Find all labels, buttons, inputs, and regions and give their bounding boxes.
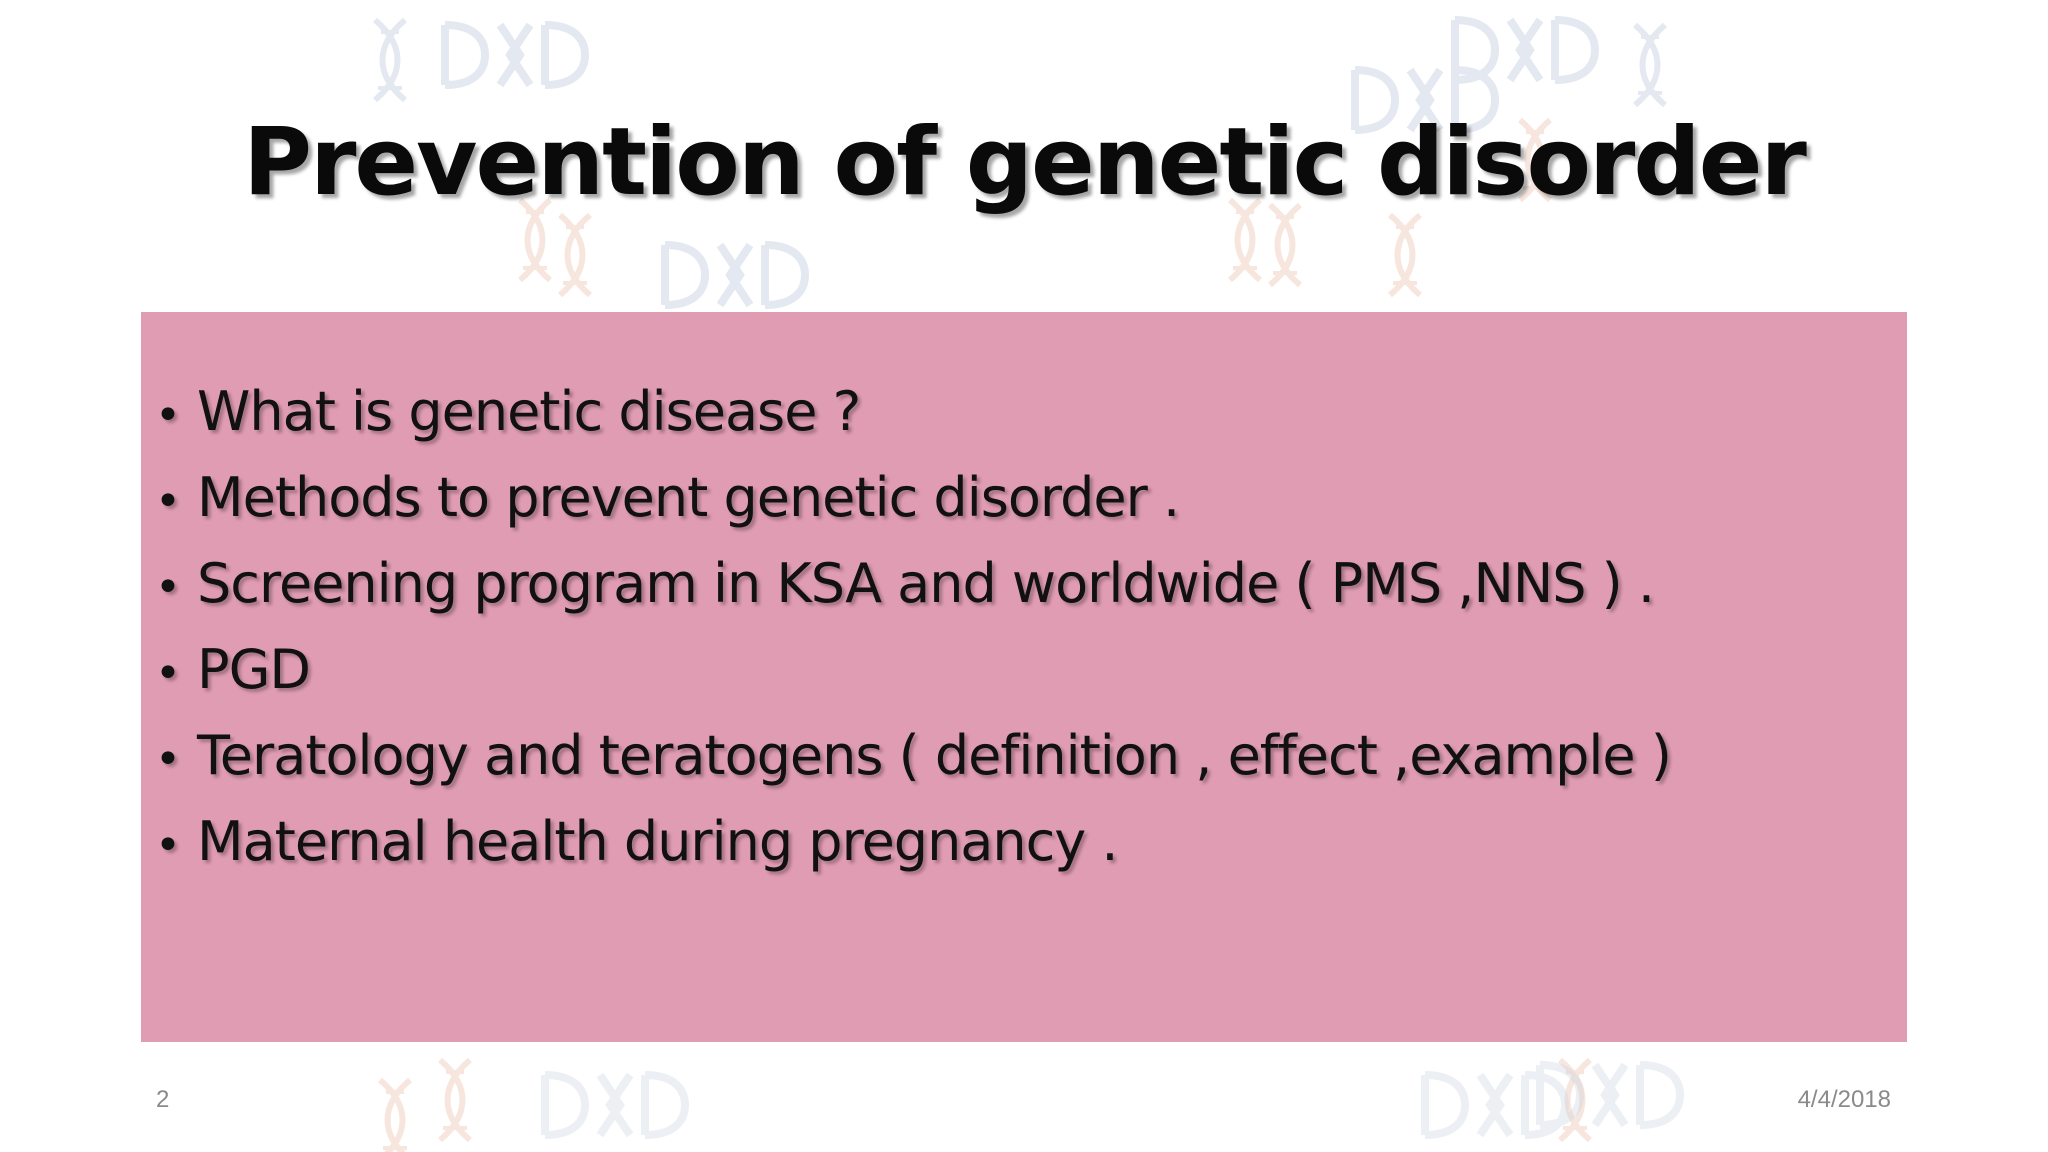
bullet-text: PGD xyxy=(197,638,310,701)
bullet-text: Screening program in KSA and worldwide ( PMS ,NNS ) . xyxy=(197,552,1655,615)
slide-number: 2 xyxy=(156,1086,170,1113)
bullet-text: Methods to prevent genetic disorder . xyxy=(197,466,1180,529)
bullet-item xyxy=(155,724,1895,810)
bullet-icon: • xyxy=(155,820,180,871)
bullet-icon: • xyxy=(155,648,180,699)
bullet-item xyxy=(155,466,1895,552)
bullet-item xyxy=(155,552,1895,638)
bullet-icon: • xyxy=(155,734,180,785)
slide-title: Prevention of genetic disorder xyxy=(243,108,1805,217)
bullet-icon: • xyxy=(155,476,180,527)
bullet-item xyxy=(155,638,1895,724)
bullet-text: Maternal health during pregnancy . xyxy=(197,810,1118,873)
bullet-text: Teratology and teratogens ( definition , effect ,example ) xyxy=(197,724,1671,787)
bullet-list xyxy=(155,380,1895,896)
bullet-icon: • xyxy=(155,562,180,613)
bullet-item xyxy=(155,380,1895,466)
bullet-icon: • xyxy=(155,390,180,441)
content-box xyxy=(141,312,1907,1042)
slide-date: 4/4/2018 xyxy=(1797,1086,1891,1113)
bullet-item xyxy=(155,810,1895,896)
bullet-text: What is genetic disease ? xyxy=(197,380,861,443)
